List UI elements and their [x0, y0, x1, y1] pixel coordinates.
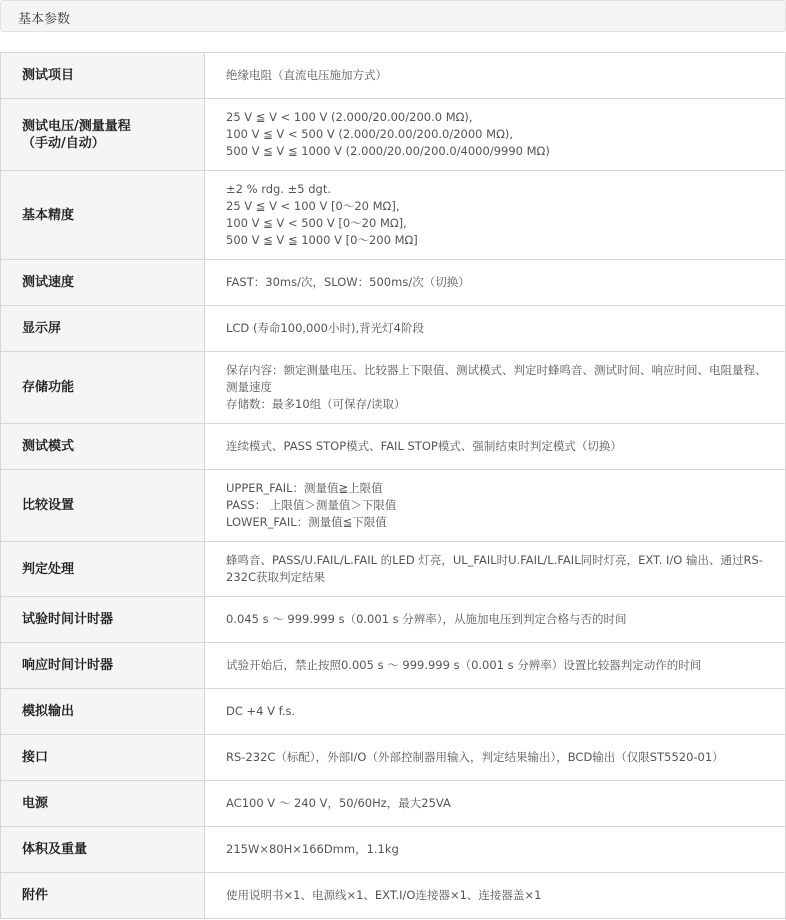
table-row [1, 306, 786, 352]
spec-value: 0.045 s ～ 999.999 s（0.001 s 分辨率），从施加电压到判定合格与否的时间 [205, 597, 786, 643]
spec-label: 体积及重量 [1, 827, 205, 873]
spec-label: 基本精度 [1, 171, 205, 260]
spec-label: 测试电压/测量量程 （手动/自动） [1, 99, 205, 171]
spec-label: 响应时间计时器 [1, 643, 205, 689]
table-row [1, 735, 786, 781]
spec-label: 测试速度 [1, 260, 205, 306]
spec-value: 215W×80H×166Dmm，1.1kg [205, 827, 786, 873]
spec-value: LCD (寿命100,000小时),背光灯4阶段 [205, 306, 786, 352]
table-row [1, 827, 786, 873]
spec-value: 使用说明书×1、电源线×1、EXT.I/O连接器×1、连接器盖×1 [205, 873, 786, 919]
spec-value: 25 V ≦ V < 100 V (2.000/20.00/200.0 MΩ), 100 V ≦ V < 500 V (2.000/20.00/200.0/2000 MΩ), 500 V ≦ V ≦ 1000 V (2.000/20.00/200.0/4000/9990 MΩ) [205, 99, 786, 171]
spec-value: ±2 % rdg. ±5 dgt. 25 V ≦ V < 100 V [0～20 MΩ], 100 V ≦ V < 500 V [0～20 MΩ], 500 V ≦ V ≦ 1000 V [0～200 MΩ] [205, 171, 786, 260]
spec-label: 电源 [1, 781, 205, 827]
spec-label: 接口 [1, 735, 205, 781]
spec-value: 绝缘电阻（直流电压施加方式） [205, 53, 786, 99]
table-row [1, 689, 786, 735]
spec-label: 显示屏 [1, 306, 205, 352]
spec-label: 存储功能 [1, 352, 205, 424]
spec-label: 附件 [1, 873, 205, 919]
table-row [1, 424, 786, 470]
spec-label: 模拟输出 [1, 689, 205, 735]
spec-label: 判定处理 [1, 542, 205, 597]
spec-table [0, 52, 786, 919]
spec-value: AC100 V ～ 240 V，50/60Hz，最大25VA [205, 781, 786, 827]
table-row [1, 53, 786, 99]
spec-value: RS-232C（标配），外部I/O（外部控制器用输入，判定结果输出），BCD输出（仅限ST5520-01） [205, 735, 786, 781]
table-row [1, 873, 786, 919]
spec-value: 保存内容：额定测量电压、比较器上下限值、测试模式、判定时蜂鸣音、测试时间、响应时间、电阻量程、测量速度 存储数：最多10组（可保存/读取） [205, 352, 786, 424]
spec-label: 比较设置 [1, 470, 205, 542]
table-row [1, 99, 786, 171]
spec-label: 测试模式 [1, 424, 205, 470]
table-row [1, 352, 786, 424]
spec-value: 连续模式、PASS STOP模式、FAIL STOP模式、强制结束时判定模式（切换） [205, 424, 786, 470]
spec-value: DC +4 V f.s. [205, 689, 786, 735]
spec-label: 试验时间计时器 [1, 597, 205, 643]
table-row [1, 643, 786, 689]
table-row [1, 260, 786, 306]
table-row [1, 542, 786, 597]
spec-value: 蜂鸣音、PASS/U.FAIL/L.FAIL 的LED 灯亮，UL_FAIL时U.FAIL/L.FAIL同时灯亮，EXT. I/O 输出、通过RS-232C获取判定结果 [205, 542, 786, 597]
table-row [1, 470, 786, 542]
spec-label: 测试项目 [1, 53, 205, 99]
table-row [1, 171, 786, 260]
spec-value: UPPER_FAIL：测量值≧上限值 PASS： 上限值＞测量值＞下限值 LOWER_FAIL：测量值≦下限值 [205, 470, 786, 542]
spec-value: FAST：30ms/次，SLOW：500ms/次（切换） [205, 260, 786, 306]
table-row [1, 597, 786, 643]
spec-value: 试验开始后，禁止按照0.005 s ～ 999.999 s（0.001 s 分辨率）设置比较器判定动作的时间 [205, 643, 786, 689]
tab-basic-params[interactable] [0, 0, 786, 32]
table-row [1, 781, 786, 827]
tab-title: 基本参数 [18, 12, 71, 27]
